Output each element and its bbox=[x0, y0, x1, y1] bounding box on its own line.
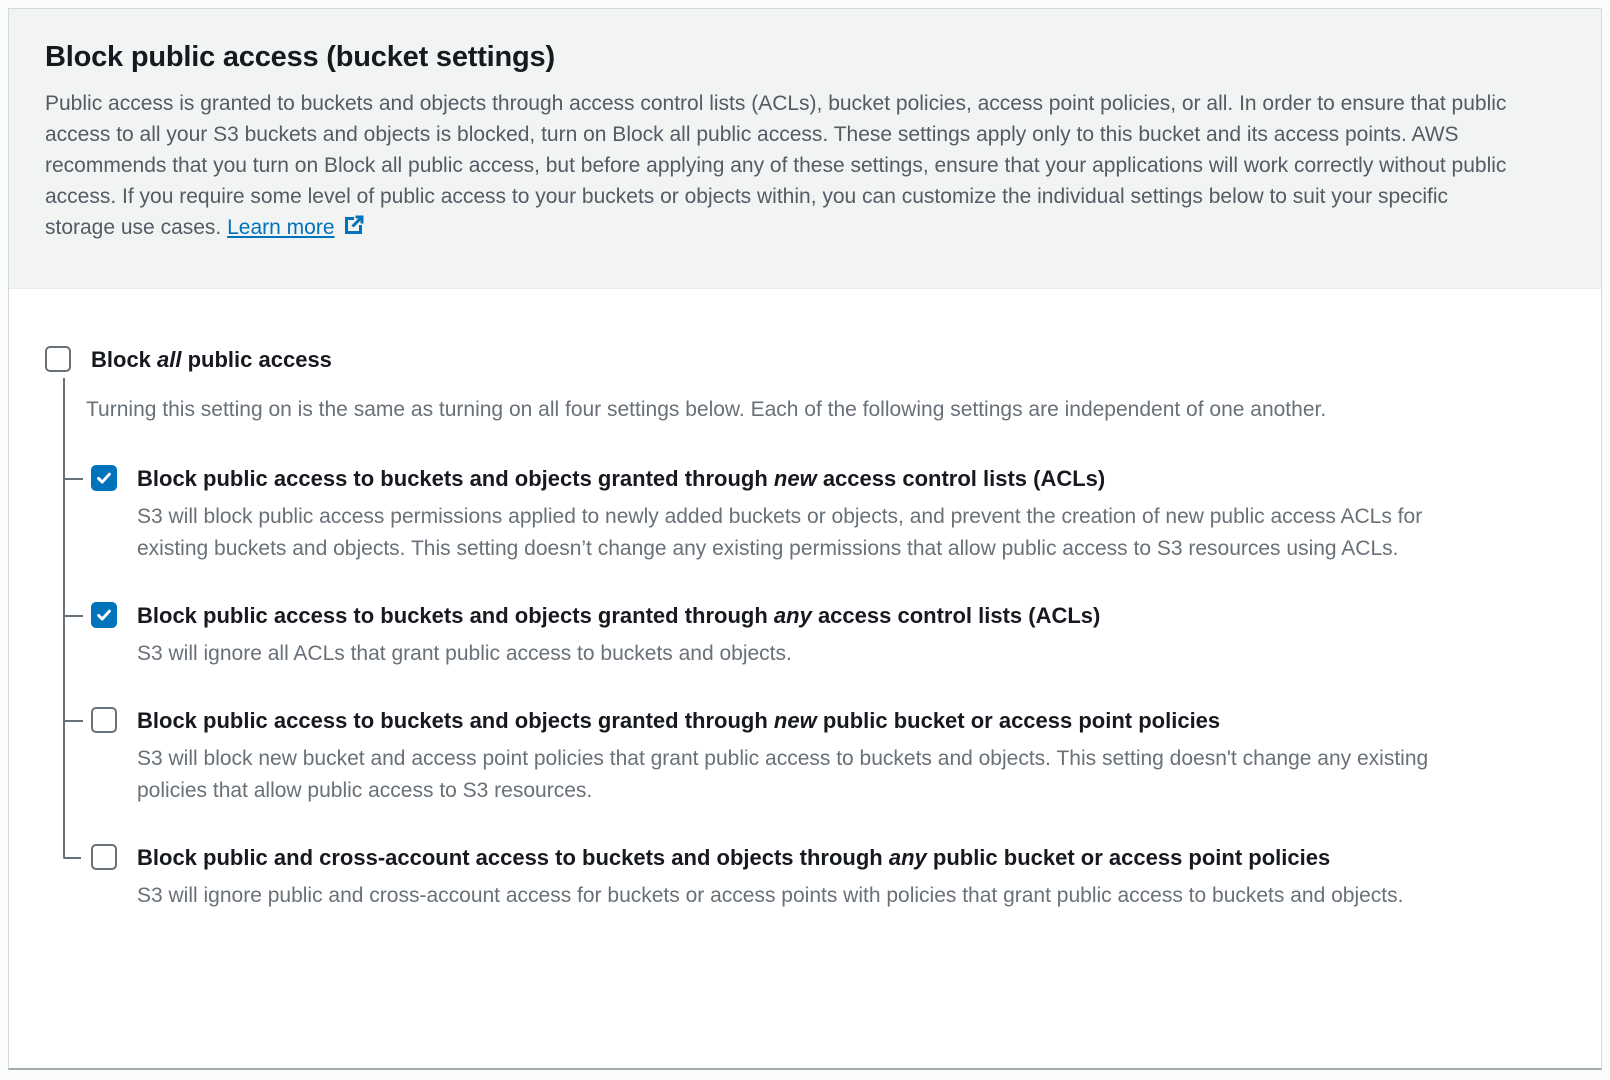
block-all-public-access-checkbox[interactable] bbox=[45, 346, 71, 372]
block-all-public-access-description: Turning this setting on is the same as turning on all four settings below. Each of the following settings are independent of one another. bbox=[86, 398, 1327, 421]
label-emphasis: any bbox=[888, 845, 927, 870]
block-new-policies-label[interactable]: Block public access to buckets and objects granted through new public bucket or access point policies bbox=[137, 708, 1221, 733]
block-any-policies-description: S3 will ignore public and cross-account access for buckets or access points with policies that grant public access to buckets and objects. bbox=[137, 884, 1404, 907]
block-any-acls-description: S3 will ignore all ACLs that grant public access to buckets and objects. bbox=[137, 642, 792, 665]
setting-row-any-policies bbox=[63, 841, 1549, 946]
settings-section bbox=[9, 289, 1601, 1006]
block-new-acls-checkbox[interactable] bbox=[91, 465, 117, 491]
block-new-policies-description: S3 will block new bucket and access point policies that grant public access to buckets and objects. This setting doesn't change any existing policies that allow public access to S3 resources. bbox=[137, 747, 1429, 802]
block-new-policies-checkbox[interactable] bbox=[91, 707, 117, 733]
setting-row-new-policies bbox=[63, 704, 1549, 841]
block-any-policies-checkbox[interactable] bbox=[91, 844, 117, 870]
block-public-access-panel bbox=[8, 8, 1602, 1070]
tree-branch bbox=[65, 615, 83, 617]
panel-description bbox=[45, 88, 1515, 246]
block-any-policies-label[interactable]: Block public and cross-account access to buckets and objects through any public bucket or access point policies bbox=[137, 845, 1331, 870]
panel-header bbox=[9, 9, 1601, 289]
block-any-acls-checkbox[interactable] bbox=[91, 602, 117, 628]
panel-description-text: Public access is granted to buckets and objects through access control lists (ACLs), bucket policies, access point policies, or all. In order to ensure that public access to all your S3 buckets and objects is blocked, turn on Block all public access. These settings apply only to this bucket and its access points. AWS recommends that you turn on Block all public access, but before applying any of these settings, ensure that your applications will work correctly without public access. If you require some level of public access to your buckets or objects within, you can customize the individual settings below to suit your specific storage use cases. bbox=[45, 92, 1507, 239]
label-emphasis: any bbox=[773, 603, 812, 628]
setting-row-block-all bbox=[45, 343, 1549, 376]
label-emphasis: all bbox=[157, 347, 182, 372]
block-new-acls-label[interactable]: Block public access to buckets and objects granted through new access control lists (ACLs) bbox=[137, 466, 1106, 491]
label-emphasis: new bbox=[773, 708, 817, 733]
setting-row-new-acls bbox=[63, 462, 1549, 599]
setting-row-any-acls bbox=[63, 599, 1549, 704]
block-any-acls-label[interactable]: Block public access to buckets and objects granted through any access control lists (ACLs) bbox=[137, 603, 1101, 628]
block-all-public-access-label[interactable]: Block all public access bbox=[91, 347, 332, 372]
setting-text-block-all bbox=[91, 343, 332, 376]
checkmark-icon bbox=[95, 606, 113, 624]
tree-branch-corner bbox=[63, 841, 81, 859]
panel-title: Block public access (bucket settings) bbox=[45, 41, 555, 73]
tree-branch bbox=[65, 478, 83, 480]
label-emphasis: new bbox=[773, 466, 817, 491]
tree-branch bbox=[65, 720, 83, 722]
checkmark-icon bbox=[95, 469, 113, 487]
block-all-description-row bbox=[63, 378, 1549, 462]
external-link-icon[interactable] bbox=[342, 214, 365, 246]
settings-tree bbox=[63, 378, 1549, 946]
block-new-acls-description: S3 will block public access permissions applied to newly added buckets or objects, and prevent the creation of new public access ACLs for existing buckets and objects. This setting doesn’t change any existing permissions that allow public access to S3 resources using ACLs. bbox=[137, 505, 1423, 560]
learn-more-link[interactable]: Learn more bbox=[227, 216, 335, 239]
